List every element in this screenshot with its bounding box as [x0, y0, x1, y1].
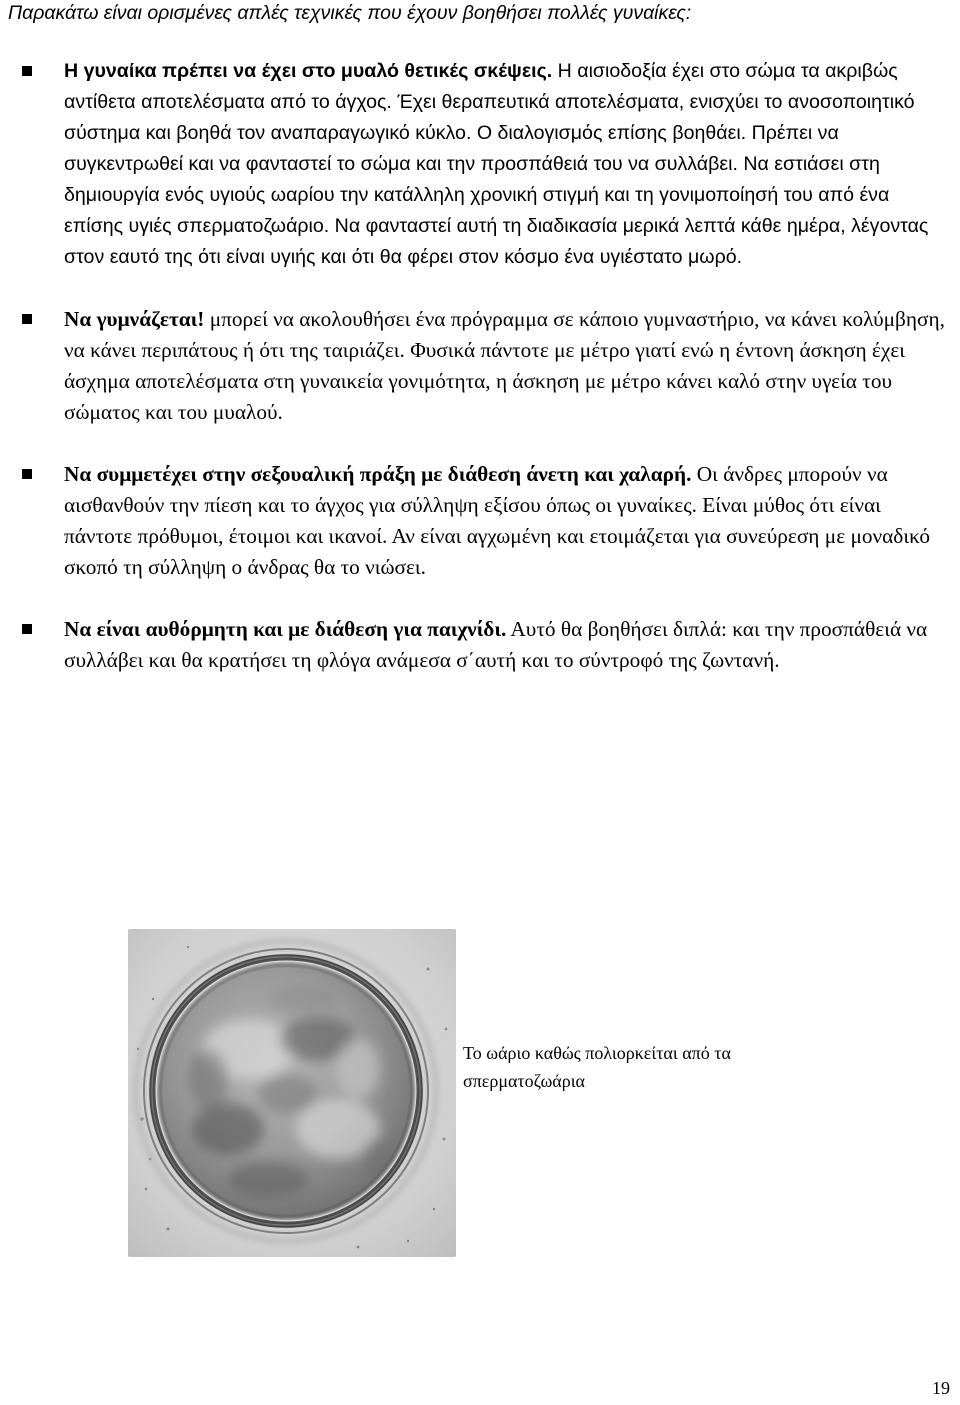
- bullet-icon: [22, 469, 32, 479]
- oocyte-micrograph-image: [128, 929, 456, 1257]
- figure-caption: Το ωάριο καθώς πολιορκείται από τα σπερματοζωάρια: [463, 1043, 731, 1091]
- list-item: [0, 614, 960, 676]
- oocyte-micrograph-icon: [128, 929, 456, 1257]
- technique-list: [0, 56, 960, 707]
- bullet-icon: [22, 314, 32, 324]
- bullet-body: μπορεί να ακολουθήσει ένα πρόγραμμα σε κάποιο γυμναστήριο, να κάνει κολύμβηση, να κάνει περιπάτους ή ότι της ταιριάζει. Φυσικά πάντοτε με μέτρο γιατί ενώ η έντονη άσκηση έχει άσχημα αποτελέσματα στη γυναικεία γονιμότητα, η άσκηση με μέτρο κάνει καλό στην υγεία του σώματος και του μυαλού.: [64, 307, 945, 424]
- intro-text: Παρακάτω είναι ορισμένες απλές τεχνικές που έχουν βοηθήσει πολλές γυναίκες:: [8, 2, 692, 24]
- bullet-heading: Η γυναίκα πρέπει να έχει στο μυαλό θετικές σκέψεις.: [64, 60, 553, 82]
- list-item: [0, 56, 960, 273]
- list-item: [0, 459, 960, 583]
- bullet-paragraph: [64, 304, 950, 428]
- list-item: [0, 304, 960, 428]
- bullet-body: Οι άνδρες μπορούν να αισθανθούν την πίεση και το άγχος για σύλληψη εξίσου όπως οι γυναίκες. Είναι μύθος ότι είναι πάντοτε πρόθυμοι, έτοιμοι και ικανοί. Αν είναι αγχωμένη και ετοιμάζεται για συνεύρεση με μοναδικό σκοπό τη σύλληψη ο άνδρας θα το νιώσει.: [64, 462, 930, 579]
- bullet-icon: [22, 66, 32, 76]
- bullet-icon: [22, 624, 32, 634]
- bullet-body: Αυτό θα βοηθήσει διπλά: και την προσπάθειά να συλλάβει και θα κρατήσει τη φλόγα ανάμεσα σ΄αυτή και το σύντροφό της ζωντανή.: [64, 617, 928, 672]
- bullet-paragraph: [64, 56, 950, 273]
- bullet-paragraph: [64, 459, 950, 583]
- bullet-heading: Να γυμνάζεται!: [64, 307, 205, 331]
- bullet-paragraph: [64, 614, 950, 676]
- bullet-heading: Να είναι αυθόρμητη και με διάθεση για παιχνίδι.: [64, 617, 507, 641]
- bullet-heading: Να συμμετέχει στην σεξουαλική πράξη με διάθεση άνετη και χαλαρή.: [64, 462, 692, 486]
- bullet-body: Η αισιοδοξία έχει στο σώμα τα ακριβώς αντίθετα αποτελέσματα από το άγχος. Έχει θεραπευτικά αποτελέσματα, ενισχύει το ανοσοποιητικό σύστημα και βοηθά τον αναπαραγωγικό κύκλο. Ο διαλογισμός επίσης βοηθάει. Πρέπει να συγκεντρωθεί και να φανταστεί το σώμα και την προσπάθειά του να συλλάβει. Να εστιάσει στη δημιουργία ενός υγιούς ωαρίου την κατάλληλη χρονική στιγμή και τη γονιμοποίησή του από ένα επίσης υγιές σπερματοζωάριο. Να φανταστεί αυτή τη διαδικασία μερικά λεπτά κάθε ημέρα, λέγοντας στον εαυτό της ότι είναι υγιής και ότι θα φέρει στον κόσμο ένα υγιέστατο μωρό.: [64, 60, 929, 268]
- page-number: 19: [932, 1378, 950, 1398]
